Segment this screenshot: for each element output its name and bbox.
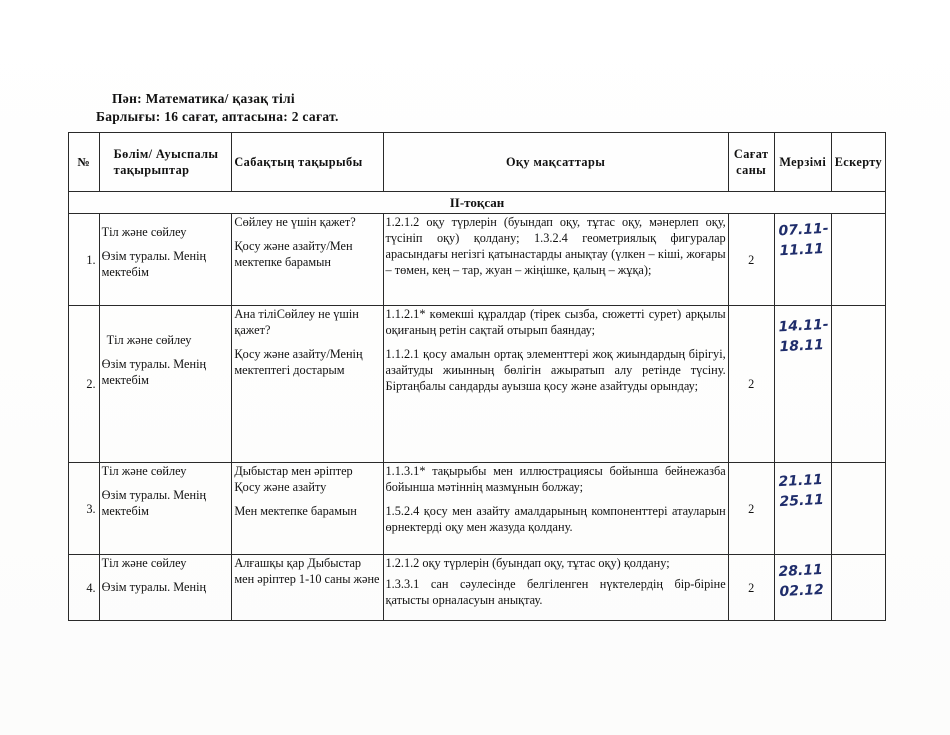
handwritten-date: 07.11- 11.11 <box>777 220 829 260</box>
row-objectives <box>383 463 728 555</box>
row-date-cell <box>774 306 831 463</box>
row-note <box>831 306 885 463</box>
hours-total-line: Барлығы: 16 сағат, аптасына: 2 сағат. <box>96 109 339 124</box>
objective-paragraph: 1.5.2.4 қосу мен азайту амалдарының компоненттері атауларын өрнектерді оқу мен жазуда қолдану. <box>385 504 726 534</box>
row-section <box>99 555 232 621</box>
objective-paragraph: 1.1.3.1* тақырыбы мен иллюстрациясы бойынша бейнежазба бойынша мәтіннің мазмұнын болжау; <box>385 464 726 494</box>
row-number: 4. <box>69 555 100 621</box>
row-topic <box>232 463 383 555</box>
handwritten-date: 14.11- 18.11 <box>777 316 829 356</box>
row-topic <box>232 306 383 463</box>
row-objectives <box>383 306 728 463</box>
section-line: Өзім туралы. Менің <box>101 580 207 594</box>
objective-paragraph: 1.1.2.1* көмекші құралдар (тірек сызба, сюжетті сурет) арқылы оқиғаның ретін сақтай отырып баяндау; <box>385 307 726 337</box>
row-date-cell <box>774 214 831 306</box>
row-hours: 2 <box>728 463 774 555</box>
handwritten-date: 28.11 02.12 <box>777 561 824 601</box>
topic-line: Алғашқы қар Дыбыстар мен әріптер 1-10 саны және <box>234 556 380 586</box>
row-date-cell <box>774 463 831 555</box>
col-header-note: Ескерту <box>831 133 885 192</box>
section-line: Өзім туралы. Менің мектебім <box>101 249 207 279</box>
row-note <box>831 214 885 306</box>
topic-line: Мен мектепке барамын <box>234 504 357 518</box>
row-note <box>831 463 885 555</box>
row-number: 1. <box>69 214 100 306</box>
col-header-topic: Сабақтың тақырыбы <box>232 133 383 192</box>
section-line: Тіл және сөйлеу <box>106 333 192 347</box>
table-row <box>69 214 886 306</box>
objective-paragraph: 1.3.3.1 сан сәулесінде белгіленген нүктелердің бір-біріне қатысты орналасуын анықтау. <box>385 577 726 607</box>
row-hours: 2 <box>728 555 774 621</box>
row-objectives <box>383 555 728 621</box>
row-section <box>99 306 232 463</box>
quarter-label: II-тоқсан <box>69 192 886 214</box>
lesson-plan-table <box>68 132 886 621</box>
col-header-date: Мерзімі <box>774 133 831 192</box>
table-row <box>69 555 886 621</box>
col-header-objectives: Оқу мақсаттары <box>383 133 728 192</box>
topic-line: Дыбыстар мен әріптер Қосу және азайту <box>234 464 353 494</box>
section-line: Тіл және сөйлеу <box>101 556 187 570</box>
subject-line: Пән: Математика/ қазақ тілі <box>112 91 295 106</box>
col-header-hours: Сағат саны <box>728 133 774 192</box>
table-header-row <box>69 133 886 192</box>
topic-line: Қосу және азайту/Менің мектептегі достарым <box>234 347 363 377</box>
row-note <box>831 555 885 621</box>
row-hours: 2 <box>728 306 774 463</box>
quarter-row <box>69 192 886 214</box>
col-header-section: Бөлім/ Ауыспалы тақырыптар <box>99 133 232 192</box>
topic-line: Ана тіліСөйлеу не үшін қажет? <box>234 307 359 337</box>
section-line: Өзім туралы. Менің мектебім <box>101 357 207 387</box>
table-row <box>69 463 886 555</box>
objective-paragraph: 1.2.1.2 оқу түрлерін (буындап оқу, тұтас оқу) қолдану; <box>385 556 670 570</box>
row-section <box>99 463 232 555</box>
objective-paragraph: 1.1.2.1 қосу амалын ортақ элементтері жоқ жиындардың бірігуі, азайтуды жиынның бөлігін ажыратып алу ретінде түсіну. Біртаңбалы сандарды ауызша қосу және азайтуды орындау; <box>385 347 726 393</box>
row-number: 2. <box>69 306 100 463</box>
topic-line: Сөйлеу не үшін қажет? <box>234 215 356 229</box>
section-line: Тіл және сөйлеу <box>101 225 187 239</box>
row-hours: 2 <box>728 214 774 306</box>
row-objectives <box>383 214 728 306</box>
row-date-cell <box>774 555 831 621</box>
topic-line: Қосу және азайту/Мен мектепке барамын <box>234 239 353 269</box>
section-line: Тіл және сөйлеу <box>101 464 187 478</box>
row-number: 3. <box>69 463 100 555</box>
objective-paragraph: 1.2.1.2 оқу түрлерін (буындап оқу, тұтас оқу, мәнерлеп оқу, түсініп оқу) қолдану; 1.3.2.4 геометриялық фигуралар арасындағы негізгі қатынастарды анықтау (үлкен – кіші, жоғары – төмен, кең – тар, жуан – жіңішке, қалың – жұқа); <box>385 215 726 277</box>
section-line: Өзім туралы. Менің мектебім <box>101 488 207 518</box>
row-section <box>99 214 232 306</box>
row-topic <box>232 214 383 306</box>
col-header-number: № <box>69 133 100 192</box>
table-row <box>69 306 886 463</box>
handwritten-date: 21.11 25.11 <box>777 471 824 511</box>
row-topic <box>232 555 383 621</box>
